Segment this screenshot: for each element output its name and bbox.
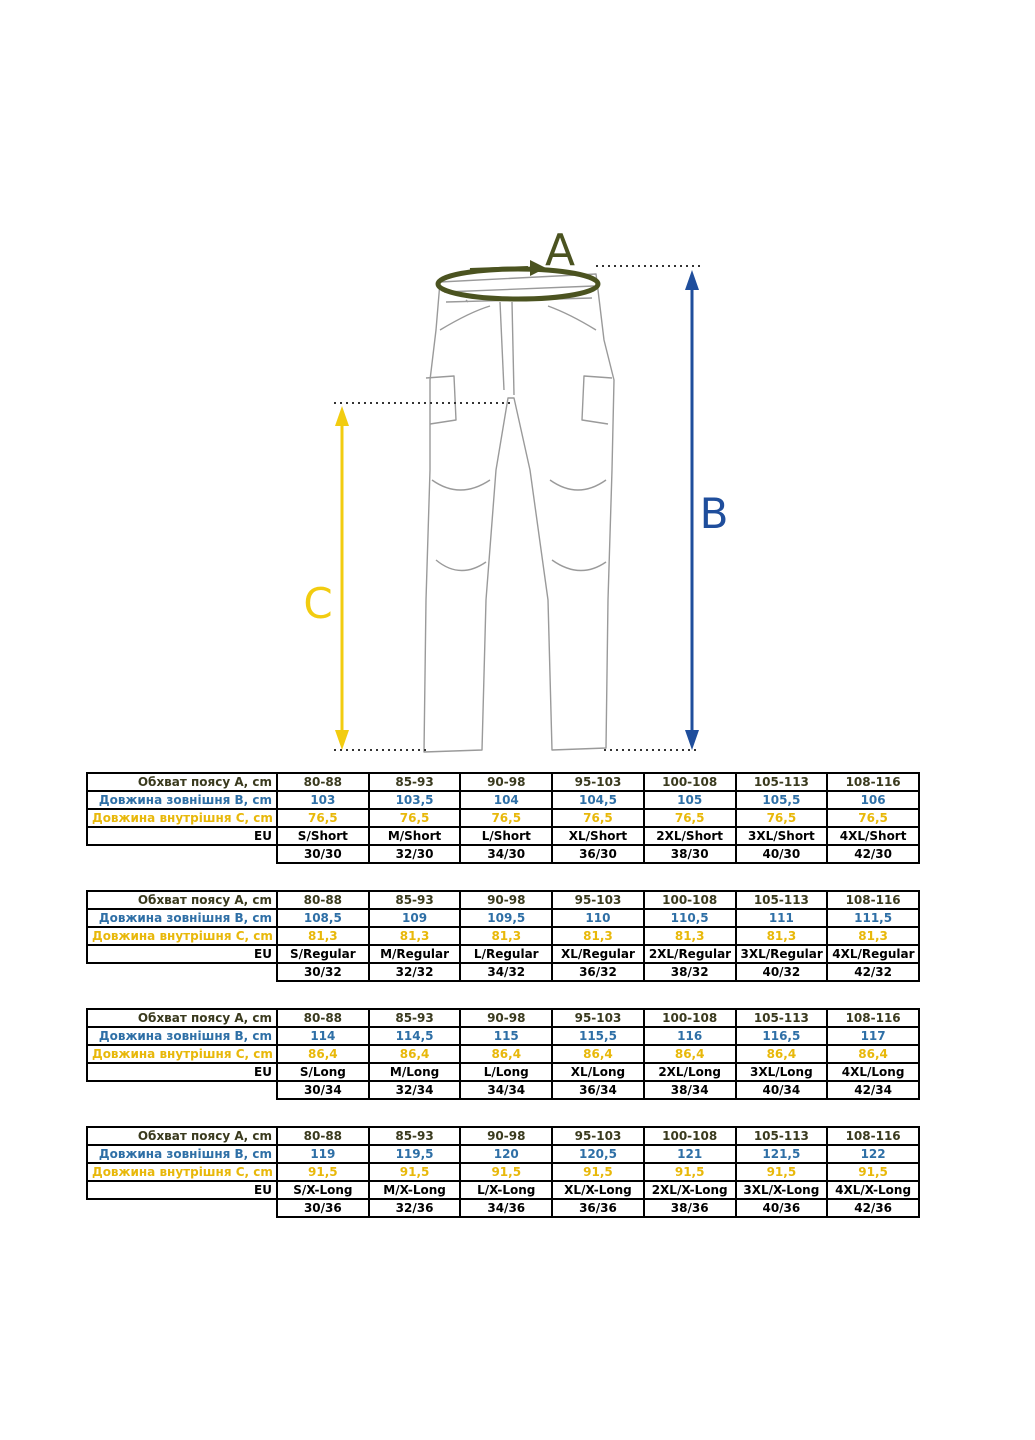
table-cell: 3XL/Regular	[736, 945, 828, 963]
table-cell: 119,5	[369, 1145, 461, 1163]
table-cell: 76,5	[460, 809, 552, 827]
inner-length-arrow-top	[335, 406, 349, 426]
size-table	[86, 1126, 920, 1218]
table-cell: 121,5	[736, 1145, 828, 1163]
table-cell: 30/32	[277, 963, 369, 981]
table-cell: 34/32	[460, 963, 552, 981]
table-row	[87, 1145, 919, 1163]
table-cell: 81,3	[736, 927, 828, 945]
table-cell: 30/36	[277, 1199, 369, 1217]
table-cell: 76,5	[644, 809, 736, 827]
table-cell: 100-108	[644, 1009, 736, 1027]
table-row	[87, 773, 919, 791]
table-cell: M/X-Long	[369, 1181, 461, 1199]
label-b: B	[699, 489, 729, 538]
table-cell: 86,4	[277, 1045, 369, 1063]
waist-arrow-line	[470, 268, 528, 270]
table-cell: 38/34	[644, 1081, 736, 1099]
table-cell: 81,3	[552, 927, 644, 945]
row-label	[87, 963, 277, 981]
table-cell: M/Short	[369, 827, 461, 845]
row-label: Довжина внутрішня С, cm	[87, 1163, 277, 1181]
table-cell: 42/36	[827, 1199, 919, 1217]
table-cell: 38/32	[644, 963, 736, 981]
table-row	[87, 1063, 919, 1081]
outer-length-arrow-bottom	[685, 730, 699, 750]
table-cell: 30/30	[277, 845, 369, 863]
table-cell: 30/34	[277, 1081, 369, 1099]
table-row	[87, 1199, 919, 1217]
table-cell: 80-88	[277, 891, 369, 909]
table-cell: 42/34	[827, 1081, 919, 1099]
table-cell: 86,4	[552, 1045, 644, 1063]
table-cell: 80-88	[277, 773, 369, 791]
table-row	[87, 1163, 919, 1181]
table-row	[87, 891, 919, 909]
outer-length-arrow-top	[685, 270, 699, 290]
table-cell: 81,3	[827, 927, 919, 945]
table-cell: 105-113	[736, 1009, 828, 1027]
row-label: EU	[87, 1063, 277, 1081]
table-cell: 38/36	[644, 1199, 736, 1217]
table-cell: 91,5	[644, 1163, 736, 1181]
row-label: Довжина внутрішня С, cm	[87, 927, 277, 945]
row-label: Довжина внутрішня С, cm	[87, 809, 277, 827]
table-row	[87, 1081, 919, 1099]
table-cell: 86,4	[736, 1045, 828, 1063]
table-cell: 105-113	[736, 891, 828, 909]
table-cell: 91,5	[827, 1163, 919, 1181]
table-cell: 86,4	[644, 1045, 736, 1063]
table-cell: 32/34	[369, 1081, 461, 1099]
table-row	[87, 1181, 919, 1199]
row-label: Довжина зовнішня В, cm	[87, 791, 277, 809]
table-row	[87, 1127, 919, 1145]
table-cell: 91,5	[277, 1163, 369, 1181]
table-cell: L/Long	[460, 1063, 552, 1081]
table-cell: 80-88	[277, 1009, 369, 1027]
table-cell: 80-88	[277, 1127, 369, 1145]
table-cell: XL/X-Long	[552, 1181, 644, 1199]
table-cell: 81,3	[277, 927, 369, 945]
table-cell: 32/32	[369, 963, 461, 981]
table-cell: 109,5	[460, 909, 552, 927]
waist-arrow-head	[530, 260, 546, 276]
pants-outline	[424, 274, 614, 752]
table-cell: 34/30	[460, 845, 552, 863]
table-cell: 114	[277, 1027, 369, 1045]
size-table	[86, 1008, 920, 1100]
table-cell: 36/32	[552, 963, 644, 981]
inner-length-measurement-c	[303, 403, 512, 750]
row-label	[87, 1081, 277, 1099]
table-cell: 122	[827, 1145, 919, 1163]
row-label: EU	[87, 827, 277, 845]
table-cell: 36/36	[552, 1199, 644, 1217]
table-cell: 34/36	[460, 1199, 552, 1217]
table-cell: 116	[644, 1027, 736, 1045]
table-cell: 108-116	[827, 1009, 919, 1027]
table-row	[87, 827, 919, 845]
table-cell: 104	[460, 791, 552, 809]
table-cell: 105-113	[736, 773, 828, 791]
row-label: Довжина зовнішня В, cm	[87, 1145, 277, 1163]
table-cell: 115	[460, 1027, 552, 1045]
table-row	[87, 963, 919, 981]
table-cell: 121	[644, 1145, 736, 1163]
table-cell: 2XL/X-Long	[644, 1181, 736, 1199]
table-cell: 3XL/Short	[736, 827, 828, 845]
row-label: Довжина внутрішня С, cm	[87, 1045, 277, 1063]
table-cell: XL/Long	[552, 1063, 644, 1081]
table-cell: 86,4	[369, 1045, 461, 1063]
table-cell: 117	[827, 1027, 919, 1045]
row-label: Обхват поясу А, cm	[87, 1127, 277, 1145]
table-cell: 111	[736, 909, 828, 927]
row-label: Обхват поясу А, cm	[87, 1009, 277, 1027]
table-cell: 108-116	[827, 891, 919, 909]
row-label: EU	[87, 945, 277, 963]
table-cell: 4XL/X-Long	[827, 1181, 919, 1199]
table-cell: 81,3	[369, 927, 461, 945]
table-cell: 119	[277, 1145, 369, 1163]
table-cell: 42/32	[827, 963, 919, 981]
table-cell: 91,5	[460, 1163, 552, 1181]
row-label: EU	[87, 1181, 277, 1199]
table-cell: 108,5	[277, 909, 369, 927]
table-row	[87, 927, 919, 945]
table-row	[87, 809, 919, 827]
table-cell: 95-103	[552, 1009, 644, 1027]
table-row	[87, 791, 919, 809]
table-cell: 85-93	[369, 891, 461, 909]
table-cell: 3XL/Long	[736, 1063, 828, 1081]
table-cell: 76,5	[552, 809, 644, 827]
row-label: Довжина зовнішня В, cm	[87, 1027, 277, 1045]
table-cell: 111,5	[827, 909, 919, 927]
table-cell: 95-103	[552, 891, 644, 909]
outer-length-measurement-b	[604, 270, 728, 750]
table-cell: 85-93	[369, 773, 461, 791]
table-cell: 105-113	[736, 1127, 828, 1145]
table-cell: 42/30	[827, 845, 919, 863]
table-cell: 2XL/Regular	[644, 945, 736, 963]
table-cell: 109	[369, 909, 461, 927]
table-cell: 34/34	[460, 1081, 552, 1099]
row-label: Довжина зовнішня В, cm	[87, 909, 277, 927]
table-cell: XL/Short	[552, 827, 644, 845]
table-cell: 38/30	[644, 845, 736, 863]
table-row	[87, 1045, 919, 1063]
table-cell: 90-98	[460, 1009, 552, 1027]
table-row	[87, 845, 919, 863]
table-cell: 40/30	[736, 845, 828, 863]
table-cell: 104,5	[552, 791, 644, 809]
table-cell: XL/Regular	[552, 945, 644, 963]
table-cell: M/Long	[369, 1063, 461, 1081]
table-cell: 103,5	[369, 791, 461, 809]
table-cell: 36/30	[552, 845, 644, 863]
table-row	[87, 909, 919, 927]
row-label: Обхват поясу А, cm	[87, 891, 277, 909]
table-cell: 116,5	[736, 1027, 828, 1045]
table-cell: 91,5	[369, 1163, 461, 1181]
table-cell: 40/32	[736, 963, 828, 981]
table-cell: S/Long	[277, 1063, 369, 1081]
inner-length-arrow-bottom	[335, 730, 349, 750]
waist-measurement-a	[438, 225, 700, 299]
table-cell: 95-103	[552, 1127, 644, 1145]
table-cell: 108-116	[827, 773, 919, 791]
table-cell: 85-93	[369, 1009, 461, 1027]
table-cell: 100-108	[644, 891, 736, 909]
table-cell: 3XL/X-Long	[736, 1181, 828, 1199]
table-cell: 2XL/Long	[644, 1063, 736, 1081]
table-cell: 108-116	[827, 1127, 919, 1145]
table-cell: L/Short	[460, 827, 552, 845]
table-cell: 91,5	[552, 1163, 644, 1181]
table-cell: 76,5	[369, 809, 461, 827]
table-cell: 110	[552, 909, 644, 927]
table-cell: 100-108	[644, 773, 736, 791]
table-cell: 76,5	[736, 809, 828, 827]
table-cell: 85-93	[369, 1127, 461, 1145]
table-row	[87, 1009, 919, 1027]
table-cell: 90-98	[460, 773, 552, 791]
table-cell: 86,4	[827, 1045, 919, 1063]
table-cell: 36/34	[552, 1081, 644, 1099]
table-cell: 2XL/Short	[644, 827, 736, 845]
table-cell: 40/36	[736, 1199, 828, 1217]
table-cell: 100-108	[644, 1127, 736, 1145]
table-cell: 110,5	[644, 909, 736, 927]
size-table	[86, 890, 920, 982]
row-label	[87, 845, 277, 863]
table-cell: 120,5	[552, 1145, 644, 1163]
row-label	[87, 1199, 277, 1217]
table-cell: 103	[277, 791, 369, 809]
table-cell: 4XL/Long	[827, 1063, 919, 1081]
table-cell: 86,4	[460, 1045, 552, 1063]
size-table	[86, 772, 920, 864]
table-cell: 4XL/Regular	[827, 945, 919, 963]
table-cell: 81,3	[644, 927, 736, 945]
table-row	[87, 945, 919, 963]
table-cell: S/Short	[277, 827, 369, 845]
table-cell: L/Regular	[460, 945, 552, 963]
table-cell: 120	[460, 1145, 552, 1163]
table-cell: 76,5	[827, 809, 919, 827]
table-cell: 105	[644, 791, 736, 809]
label-a: A	[544, 225, 576, 276]
table-cell: 81,3	[460, 927, 552, 945]
table-cell: 115,5	[552, 1027, 644, 1045]
table-cell: 90-98	[460, 891, 552, 909]
table-cell: M/Regular	[369, 945, 461, 963]
row-label: Обхват поясу А, cm	[87, 773, 277, 791]
table-cell: 90-98	[460, 1127, 552, 1145]
table-cell: 95-103	[552, 773, 644, 791]
table-cell: 40/34	[736, 1081, 828, 1099]
table-cell: 91,5	[736, 1163, 828, 1181]
table-cell: 32/30	[369, 845, 461, 863]
table-cell: L/X-Long	[460, 1181, 552, 1199]
table-cell: 114,5	[369, 1027, 461, 1045]
table-cell: 105,5	[736, 791, 828, 809]
label-c: C	[303, 579, 333, 628]
table-cell: 4XL/Short	[827, 827, 919, 845]
table-cell: S/Regular	[277, 945, 369, 963]
table-cell: S/X-Long	[277, 1181, 369, 1199]
table-row	[87, 1027, 919, 1045]
table-cell: 76,5	[277, 809, 369, 827]
table-cell: 32/36	[369, 1199, 461, 1217]
table-cell: 106	[827, 791, 919, 809]
